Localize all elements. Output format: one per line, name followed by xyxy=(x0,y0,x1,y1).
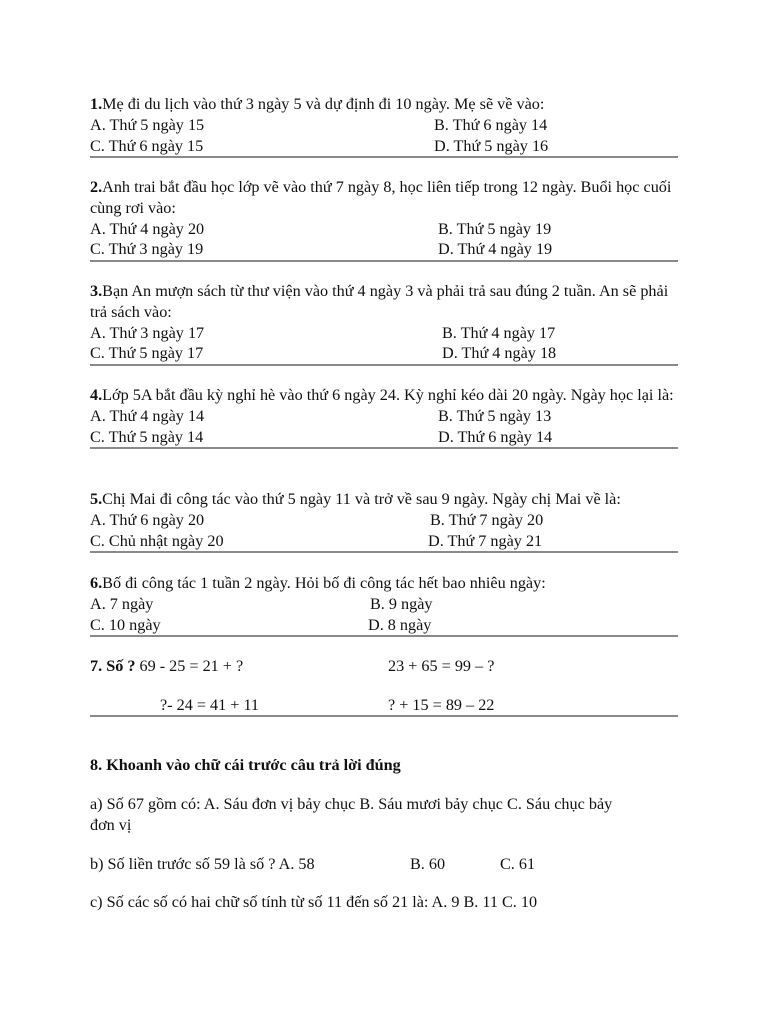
q8-part-b-option-c: C. 61 xyxy=(500,855,536,873)
q1-option-a: A. Thứ 5 ngày 15 xyxy=(90,115,205,134)
question-1-text: Mẹ đi du lịch vào thứ 3 ngày 5 và dự định đi 10 ngày. Mẹ sẽ về vào: xyxy=(102,95,545,113)
q2-option-a: A. Thứ 4 ngày 20 xyxy=(90,219,205,238)
q3-option-b: B. Thứ 4 ngày 17 xyxy=(442,323,556,342)
divider xyxy=(90,447,678,449)
q5-option-b: B. Thứ 7 ngày 20 xyxy=(430,510,544,529)
question-7-row-1 xyxy=(90,656,243,677)
q8-part-b-stem: b) Số liền trước số 59 là số ? A. 58 xyxy=(90,855,315,873)
q4-option-c: C. Thứ 5 ngày 14 xyxy=(90,427,204,446)
question-8-title-text: 8. Khoanh vào chữ cái trước câu trả lời đúng xyxy=(90,756,401,774)
q2-option-c: C. Thứ 3 ngày 19 xyxy=(90,240,204,259)
q1-option-c: C. Thứ 6 ngày 15 xyxy=(90,136,204,155)
q1-option-b: B. Thứ 6 ngày 14 xyxy=(434,115,548,134)
divider xyxy=(90,364,678,366)
q7-expression-3: ?- 24 = 41 + 11 xyxy=(160,696,260,714)
q7-expression-4: ? + 15 = 89 – 22 xyxy=(388,696,495,714)
question-3-number: 3. xyxy=(90,282,103,300)
question-4-stem xyxy=(90,385,678,406)
question-1 xyxy=(90,94,678,158)
question-5-text: Chị Mai đi công tác vào thứ 5 ngày 11 và trở về sau 9 ngày. Ngày chị Mai về là: xyxy=(102,490,621,508)
question-4 xyxy=(90,385,678,449)
question-1-stem xyxy=(90,94,678,115)
question-3-text: Bạn An mượn sách từ thư viện vào thứ 4 ngày 3 và phải trả sau đúng 2 tuần. An sẽ phải trả sách vào: xyxy=(90,282,669,321)
q5-option-d: D. Thứ 7 ngày 21 xyxy=(428,531,543,550)
q2-option-b: B. Thứ 5 ngày 19 xyxy=(438,219,552,238)
q3-option-c: C. Thứ 5 ngày 17 xyxy=(90,344,204,363)
q5-option-a: A. Thứ 6 ngày 20 xyxy=(90,510,205,529)
question-8-title xyxy=(90,755,401,776)
divider xyxy=(90,551,678,553)
q6-option-c: C. 10 ngày xyxy=(90,615,161,634)
q7-expression-2: 23 + 65 = 99 – ? xyxy=(388,657,495,675)
q4-option-b: B. Thứ 5 ngày 13 xyxy=(438,406,552,425)
question-1-number: 1. xyxy=(90,95,103,113)
divider xyxy=(90,260,678,262)
question-5 xyxy=(90,489,678,553)
question-3 xyxy=(90,281,678,366)
q8-part-b-option-b: B. 60 xyxy=(410,855,446,873)
q8-part-a-line-2: đơn vị xyxy=(90,816,132,834)
q3-option-a: A. Thứ 3 ngày 17 xyxy=(90,323,205,342)
question-5-stem xyxy=(90,489,678,510)
question-6-stem xyxy=(90,573,678,594)
question-6-text: Bố đi công tác 1 tuần 2 ngày. Hỏi bố đi công tác hết bao nhiêu ngày: xyxy=(102,574,546,592)
question-3-stem xyxy=(90,281,678,323)
question-4-number: 4. xyxy=(90,386,103,404)
question-4-text: Lớp 5A bắt đầu kỳ nghỉ hè vào thứ 6 ngày 24. Kỳ nghỉ kéo dài 20 ngày. Ngày học lại là: xyxy=(102,386,674,404)
question-6 xyxy=(90,573,678,637)
q8-part-c-line: c) Số các số có hai chữ số tính từ số 11 đến số 21 là: A. 9 B. 11 C. 10 xyxy=(90,893,538,911)
q1-option-d: D. Thứ 5 ngày 16 xyxy=(434,136,549,155)
q7-expression-1: 69 - 25 = 21 + ? xyxy=(135,657,244,675)
question-2-text: Anh trai bắt đầu học lớp vẽ vào thứ 7 ngày 8, học liên tiếp trong 12 ngày. Buổi học cuối cùng rơi vào: xyxy=(90,178,672,217)
divider xyxy=(90,635,678,637)
question-5-number: 5. xyxy=(90,490,103,508)
q4-option-a: A. Thứ 4 ngày 14 xyxy=(90,406,205,425)
q4-option-d: D. Thứ 6 ngày 14 xyxy=(438,427,553,446)
q8-part-a-line-1: a) Số 67 gồm có: A. Sáu đơn vị bảy chục B. Sáu mươi bảy chục C. Sáu chục bảy xyxy=(90,795,613,813)
q5-option-c: C. Chủ nhật ngày 20 xyxy=(90,531,224,550)
question-6-number: 6. xyxy=(90,574,103,592)
divider xyxy=(90,715,678,717)
q6-option-a: A. 7 ngày xyxy=(90,594,154,613)
q2-option-d: D. Thứ 4 ngày 19 xyxy=(438,240,553,259)
q3-option-d: D. Thứ 4 ngày 18 xyxy=(442,344,557,363)
q6-option-d: D. 8 ngày xyxy=(368,615,432,634)
divider xyxy=(90,156,678,158)
question-2-stem xyxy=(90,177,678,219)
q6-option-b: B. 9 ngày xyxy=(370,594,433,613)
question-2 xyxy=(90,177,678,262)
question-2-number: 2. xyxy=(90,178,103,196)
question-7-label: 7. Số ? xyxy=(90,657,136,675)
